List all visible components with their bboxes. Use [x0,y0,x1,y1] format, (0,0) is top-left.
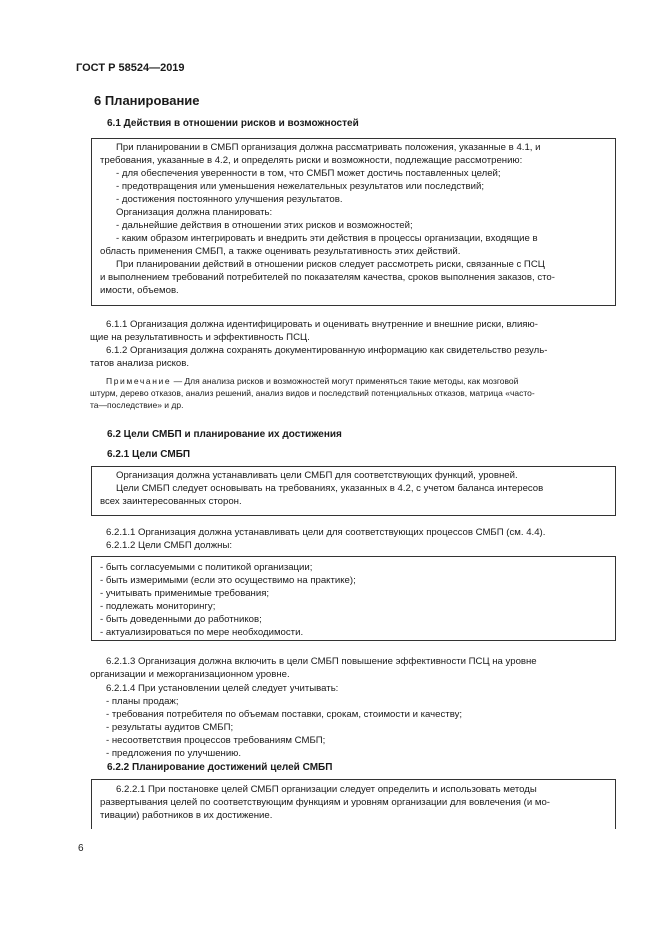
box-line: - для обеспечения уверенности в том, что СМБП может достичь поставленных целей; [116,168,501,179]
box-line: При планировании действий в отношении рисков следует рассмотреть риски, связанные с ПСЦ [116,259,545,270]
box-line: - предотвращения или уменьшения нежелательных результатов или последствий; [116,181,485,192]
box-line: развертывания целей по соответствующим функциям и уровням организации для вовлечения (и мо- [100,797,550,808]
text-line: 6.1.2 Организация должна сохранять документированную информацию как свидетельство резуль- [106,345,548,356]
box-line: - быть доведенными до работников; [100,614,262,625]
section-title: 6 Планирование [94,93,200,108]
text-line: - предложения по улучшению. [106,748,242,759]
text-line: - требования потребителя по объемам поставки, срокам, стоимости и качеству; [106,709,463,720]
paragraph-6-1-1 [90,318,616,344]
box-line: - учитывать применимые требования; [100,588,270,599]
requirements-box-6-2-2 [91,779,616,829]
text-line: - планы продаж; [106,696,179,707]
box-line: 6.2.2.1 При постановке целей СМБП организации следует определить и использовать методы [116,784,537,795]
box-line: Организация должна планировать: [116,207,273,218]
box-line: требования, указанные в 4.2, и определять риски и возможности, подлежащие рассмотрению: [100,155,523,166]
text-line: татов анализа рисков. [90,358,190,369]
text-line: - результаты аудитов СМБП; [106,722,234,733]
note-text: штурм, дерево отказов, анализ решений, анализ видов и последствий потенциальных отказов, матрица «часто- [90,388,535,398]
text-line: организации и межорганизационном уровне. [90,669,290,680]
box-line: Цели СМБП следует основывать на требованиях, указанных в 4.2, с учетом баланса интересов [116,483,544,494]
box-line: - каким образом интегрировать и внедрить эти действия в процессы организации, входящие в [116,233,538,244]
text-line: - несоответствия процессов требованиям СМБП; [106,735,326,746]
box-line: тивации) работников в их достижение. [100,810,273,821]
text-line: 6.2.1.1 Организация должна устанавливать цели для соответствующих процессов СМБП (см. 4.4). [106,527,546,538]
box-line: При планировании в СМБП организация должна рассматривать положения, указанные в 4.1, и [116,142,541,153]
page-number: 6 [78,843,84,854]
subsection-6-2-2-title: 6.2.2 Планирование достижений целей СМБП [107,762,333,773]
requirements-box-6-1 [91,138,616,306]
box-line: - подлежать мониторингу; [100,601,216,612]
box-line: - быть согласуемыми с политикой организации; [100,562,313,573]
note-label: Примечание [106,376,172,386]
box-line: - достижения постоянного улучшения результатов. [116,194,343,205]
requirements-box-6-2-1 [91,466,616,516]
paragraph-6-2-1-3 [90,655,616,681]
box-line: - быть измеримыми (если это осуществимо на практике); [100,575,356,586]
box-line: - актуализироваться по мере необходимости. [100,627,304,638]
text-line: щие на результативность и эффективность ПСЦ. [90,332,310,343]
box-line: всех заинтересованных сторон. [100,496,242,507]
document-header: ГОСТ Р 58524—2019 [76,62,185,74]
subsection-6-1-title: 6.1 Действия в отношении рисков и возможностей [107,118,359,129]
text-line: 6.2.1.3 Организация должна включить в цели СМБП повышение эффективности ПСЦ на уровне [106,656,537,667]
paragraph-6-2-1-4 [90,682,616,760]
text-line: 6.2.1.2 Цели СМБП должны: [106,540,233,551]
box-line: область применения СМБП, а также оценивать результативность этих действий. [100,246,461,257]
note-text: та—последствие» и др. [90,400,184,410]
box-line: Организация должна устанавливать цели СМБП для соответствующих функций, уровней. [116,470,518,481]
note [90,375,616,411]
subsection-6-2-title: 6.2 Цели СМБП и планирование их достижения [107,429,342,440]
box-line: - дальнейшие действия в отношении этих рисков и возможностей; [116,220,413,231]
requirements-box-6-2-1-2 [91,556,616,641]
subsection-6-2-1-title: 6.2.1 Цели СМБП [107,449,191,460]
paragraph-6-2-1-1 [90,526,616,552]
text-line: 6.2.1.4 При установлении целей следует учитывать: [106,683,339,694]
paragraph-6-1-2 [90,344,616,370]
note-text: — Для анализа рисков и возможностей могут применяться такие методы, как мозговой [171,376,519,386]
box-line: и выполнением требований потребителей по показателям качества, сроков выполнения заказов, сто- [100,272,555,283]
box-line: имости, объемов. [100,285,179,296]
text-line: 6.1.1 Организация должна идентифицировать и оценивать внутренние и внешние риски, влияю- [106,319,538,330]
